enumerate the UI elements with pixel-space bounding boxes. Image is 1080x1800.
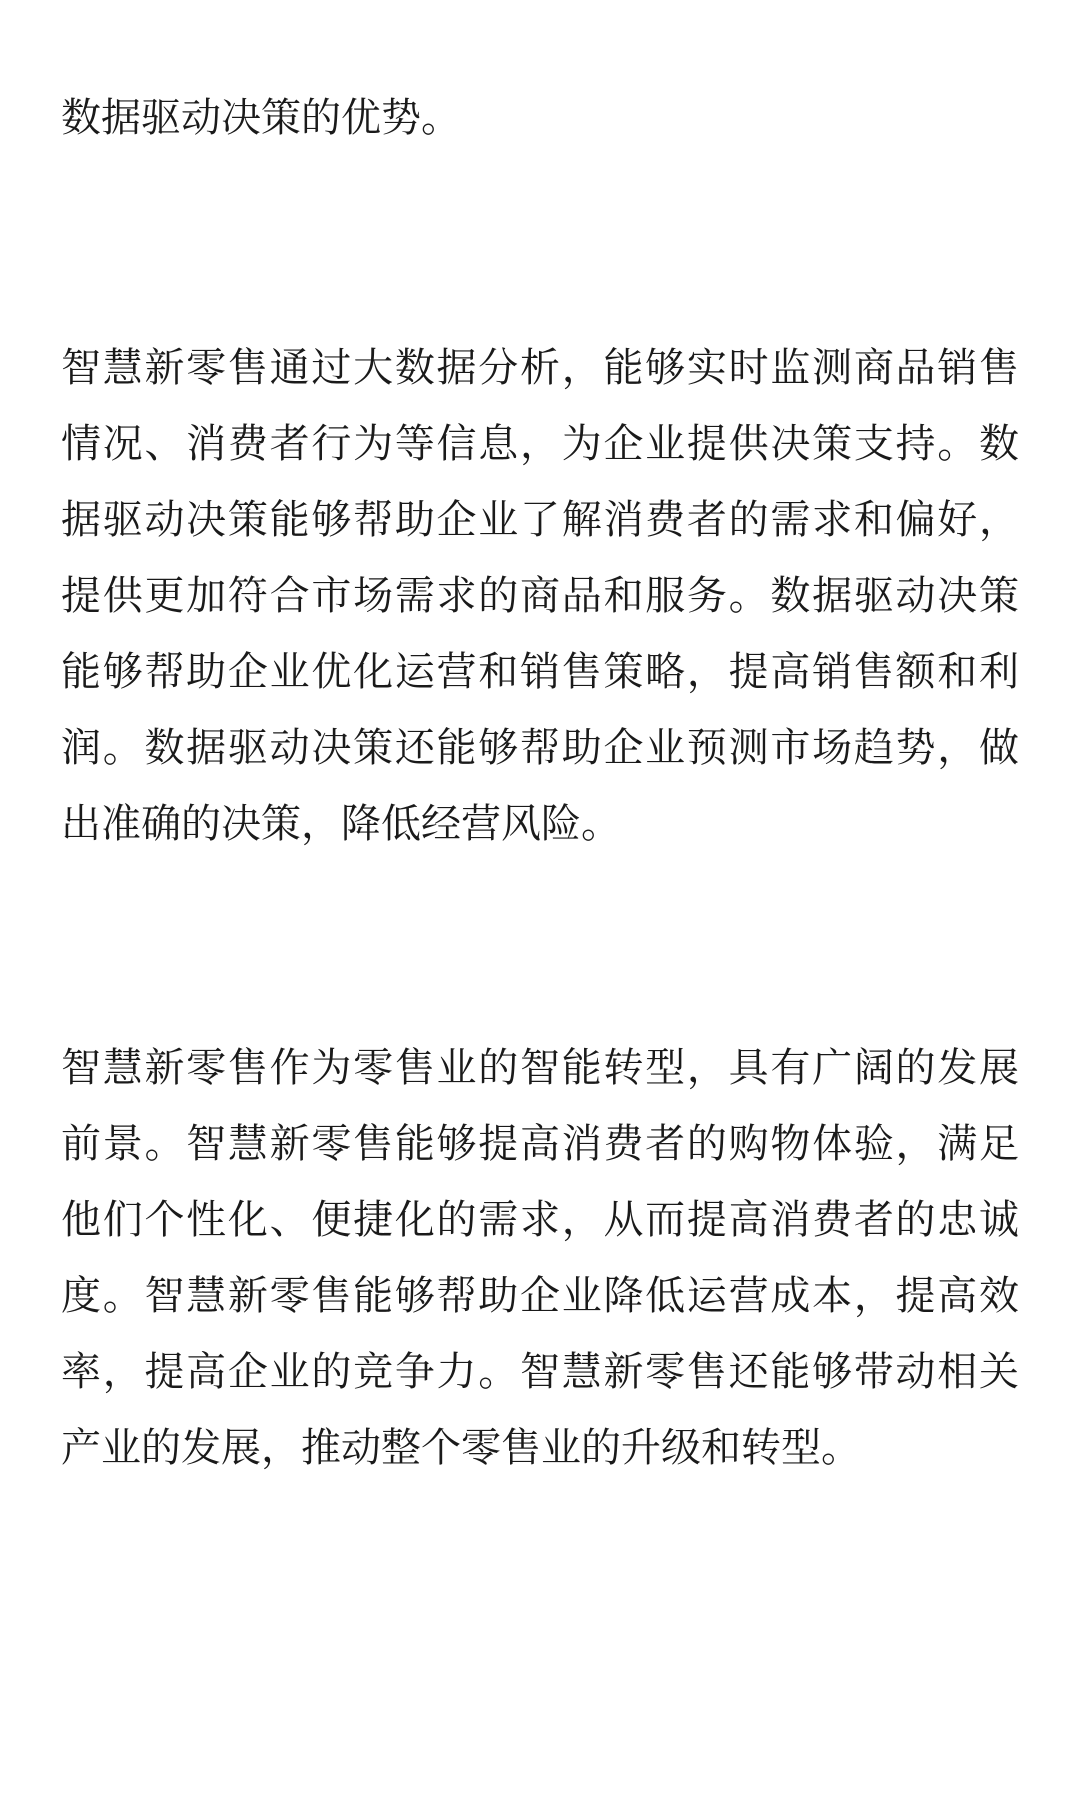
paragraph-development-prospects: 智慧新零售作为零售业的智能转型，具有广阔的发展前景。智慧新零售能够提高消费者的购物体验，满足他们个性化、便捷化的需求，从而提高消费者的忠诚度。智慧新零售能够帮助企业降低运营成本，提高效率，提高企业的竞争力。智慧新零售还能够带动相关产业的发展，推动整个零售业的升级和转型。 — [61, 1045, 1019, 1471]
paragraph-heading-fragment: 数据驱动决策的优势。 — [61, 95, 461, 141]
paragraph-data-driven-decision: 智慧新零售通过大数据分析，能够实时监测商品销售情况、消费者行为等信息，为企业提供决策支持。数据驱动决策能够帮助企业了解消费者的需求和偏好，提供更加符合市场需求的商品和服务。数据驱动决策能够帮助企业优化运营和销售策略，提高销售额和利润。数据驱动决策还能够帮助企业预测市场趋势，做出准确的决策，降低经营风险。 — [61, 345, 1019, 847]
